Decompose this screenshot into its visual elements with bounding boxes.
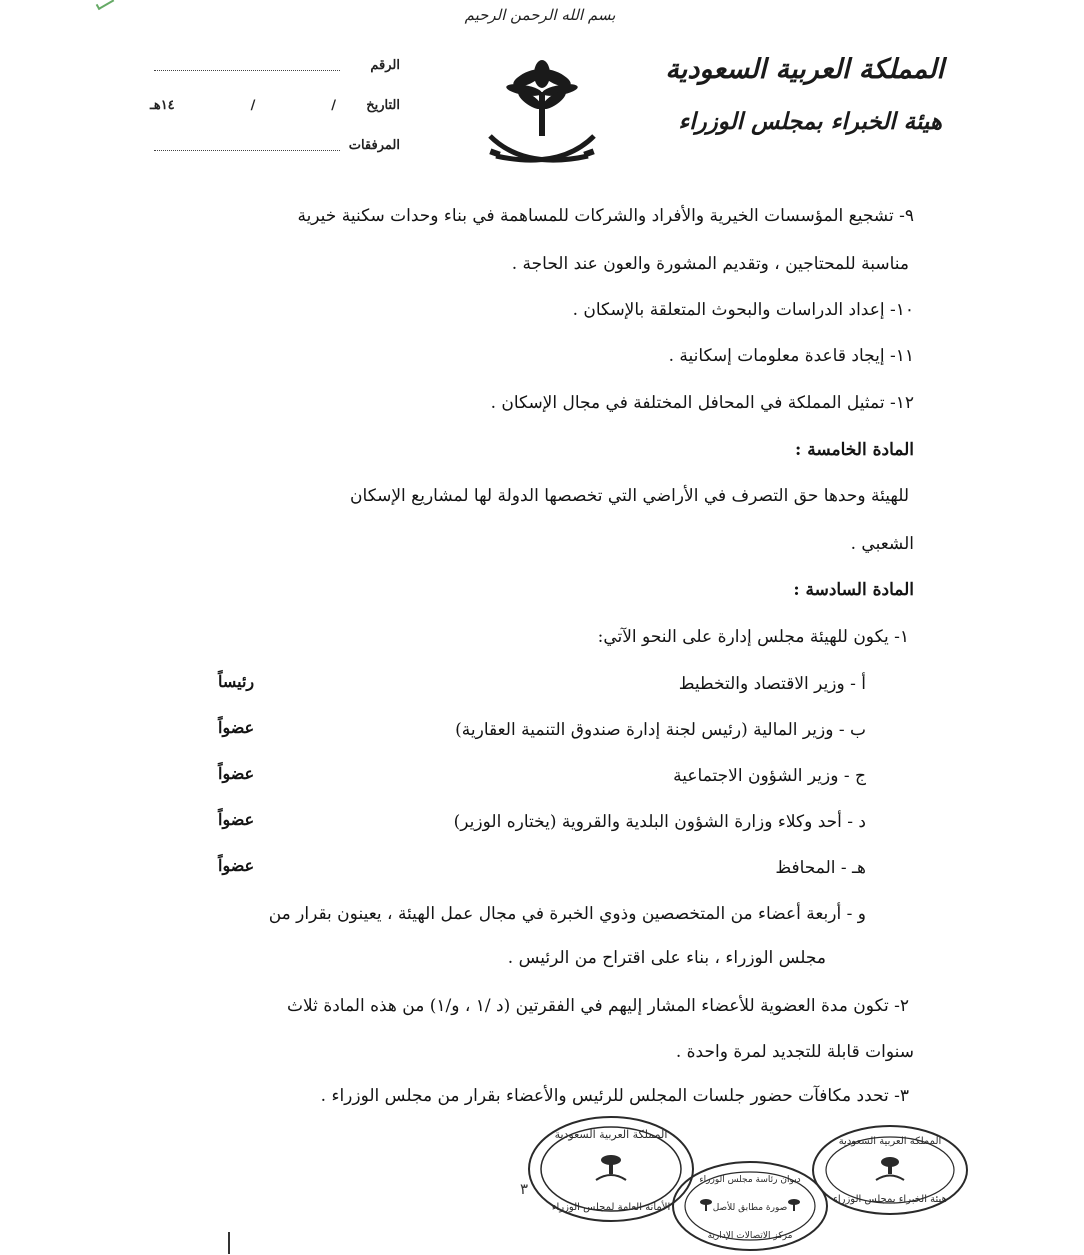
article-6-title: المادة السادسة : — [793, 580, 914, 600]
stamp-middle-mid: صورة مطابق للأصل — [712, 1203, 788, 1213]
stamp-right-top: المملكة العربية السعودية — [838, 1136, 942, 1147]
margin-mark — [228, 1232, 230, 1254]
member-b: ب - وزير المالية (رئيس لجنة إدارة صندوق التنمية العقارية) — [455, 720, 866, 740]
attachments-row — [150, 138, 400, 178]
article-6-intro: ١- يكون للهيئة مجلس إدارة على النحو الآتي: — [597, 627, 909, 647]
basmala: بسم الله الرحمن الرحيم — [464, 6, 616, 24]
member-a-role: رئيساً — [218, 672, 255, 691]
ref-number-row — [150, 58, 400, 98]
stamp-experts-commission — [810, 1122, 970, 1218]
member-a: أ - وزير الاقتصاد والتخطيط — [678, 674, 866, 694]
date-label: التاريخ — [366, 98, 400, 113]
item-2-line-1: ٢- تكون مدة العضوية للأعضاء المشار إليهم في الفقرتين (د /١ ، و/١) من هذه المادة ثلاث — [287, 996, 909, 1016]
member-d: د - أحد وكلاء وزارة الشؤون البلدية والقروية (يختاره الوزير) — [453, 812, 866, 832]
date-suffix: ١٤هـ — [150, 98, 175, 113]
stamp-left-bottom: الأمانة العامة لمجلس الوزراء — [551, 1202, 671, 1213]
page-number: ٣ — [520, 1180, 529, 1198]
date-row — [150, 98, 400, 138]
item-2-line-2: سنوات قابلة للتجديد لمرة واحدة . — [675, 1042, 914, 1062]
council-title: هيئة الخبراء بمجلس الوزراء — [678, 108, 942, 135]
stamp-middle-top: ديوان رئاسة مجلس الوزراء — [699, 1175, 801, 1185]
member-b-role: عضواً — [218, 718, 255, 737]
stamp-right-bottom: هيئة الخبراء بمجلس الوزراء — [833, 1194, 947, 1205]
article-5-title: المادة الخامسة : — [795, 440, 914, 460]
attachments-label: المرفقات — [348, 138, 400, 153]
item-10: ١٠- إعداد الدراسات والبحوث المتعلقة بالإسكان . — [572, 300, 914, 320]
article-5-line-1: للهيئة وحدها حق التصرف في الأراضي التي تخصصها الدولة لها لمشاريع الإسكان — [350, 486, 909, 506]
member-h: هـ - المحافظ — [775, 858, 866, 878]
member-c-role: عضواً — [218, 764, 255, 783]
stamp-middle-bottom: مركز الاتصالات الإدارية — [707, 1231, 793, 1241]
corner-mark — [96, 0, 115, 10]
ref-number-label: الرقم — [370, 58, 400, 73]
date-slots: / / ١٤هـ — [150, 98, 336, 113]
stamp-left-top: المملكة العربية السعودية — [554, 1128, 668, 1141]
attachments-line — [154, 150, 340, 151]
stamp-true-copy — [670, 1158, 830, 1254]
reference-block — [150, 58, 400, 178]
item-9-line-2: مناسبة للمحتاجين ، وتقديم المشورة والعون عند الحاجة . — [511, 254, 909, 274]
item-3: ٣- تحدد مكافآت حضور جلسات المجلس للرئيس والأعضاء بقرار من مجلس الوزراء . — [320, 1086, 909, 1106]
kingdom-title: المملكة العربية السعودية — [665, 54, 944, 85]
member-d-role: عضواً — [218, 810, 255, 829]
item-12: ١٢- تمثيل المملكة في المحافل المختلفة في مجال الإسكان . — [490, 393, 914, 413]
article-5-line-2: الشعبي . — [850, 534, 914, 554]
member-w-line-2: مجلس الوزراء ، بناء على اقتراح من الرئيس . — [507, 948, 826, 968]
item-9-line-1: ٩- تشجيع المؤسسات الخيرية والأفراد والشركات للمساهمة في بناء وحدات سكنية خيرية — [297, 206, 914, 226]
member-c: ج - وزير الشؤون الاجتماعية — [673, 766, 866, 786]
palm-and-swords-icon — [484, 52, 600, 176]
member-h-role: عضواً — [218, 856, 255, 875]
ref-number-line — [154, 70, 340, 71]
member-w-line-1: و - أربعة أعضاء من المتخصصين وذوي الخبرة في مجال عمل الهيئة ، يعينون بقرار من — [268, 904, 866, 924]
item-11: ١١- إيجاد قاعدة معلومات إسكانية . — [668, 346, 914, 366]
